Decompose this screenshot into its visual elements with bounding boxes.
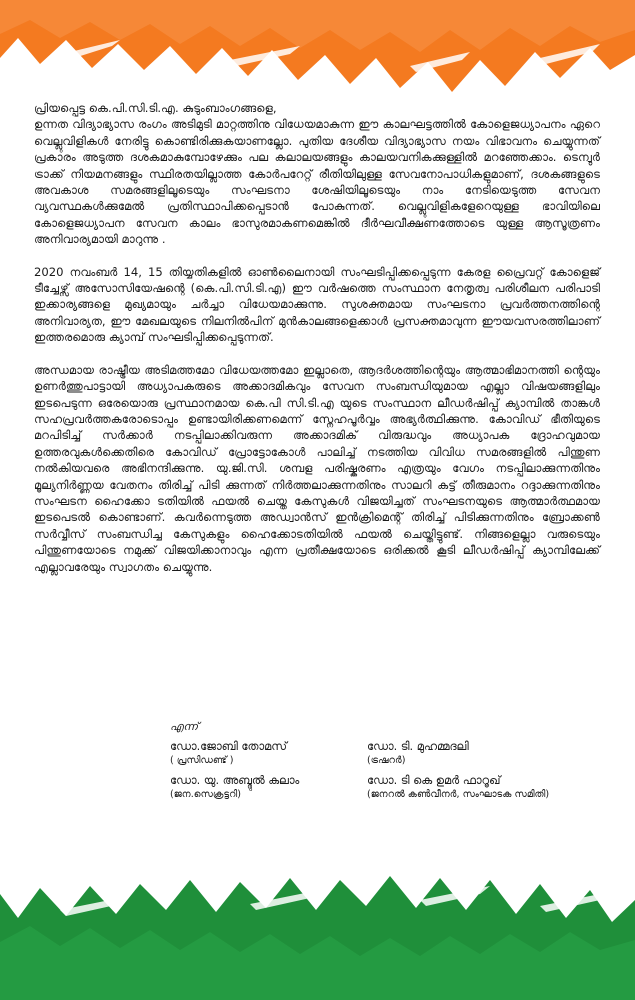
signatory [367,772,564,806]
green-brush-banner [0,870,635,1000]
signature-block [170,720,590,806]
signatory-name: ഡോ. യു. അബ്ദുൽ കലാം [170,773,300,787]
letter-body [34,100,600,591]
signatory-role: (ജനറൽ കൺവീനർ, സംഘാടക സമിതി) [367,789,550,800]
signature-row-2 [170,772,590,806]
signatory-role: (ട്രഷറർ) [367,755,406,766]
paragraph-2: 2020 നവംബർ 14, 15 തിയ്യതികളിൽ ഓൺലൈനായി സംഘടിപ്പിക്കപ്പെടുന്ന കേരള പ്രൈവറ്റ് കോളെജ് ടീച്ചേഴ്സ് അസോസിയേഷന്റെ (കെ.പി.സി.ടി.എ) ഈ വർഷത്തെ സംസ്ഥാന നേതൃത്വ പരിശീലന പരിപാടി ഇക്കാര്യങ്ങളെ മുഖ്യമായും ചർച്ചാ വിധേയമാക്കുന്നു. സുശക്തമായ സംഘടനാ പ്രവർത്തനത്തിന്റെ അനിവാര്യത, ഈ മേഖലയുടെ നിലനിൽപിന് മുൻകാലങ്ങളെക്കാൾ പ്രസക്തമാവുന്ന ഈയവസരത്തിലാണ് ഇത്തരമൊരു ക്യാമ്പ് സംഘടിപ്പിക്കപ്പെടുന്നത്. [34,264,600,345]
signatory-name: ഡോ. ടി. മുഹമ്മദലി [367,739,469,753]
signatory [170,772,367,806]
signatory-name: ഡോ.ജോബി തോമസ് [170,739,287,753]
signatory-role: ( പ്രസിഡണ്ട് ) [170,755,234,766]
signatory-role: (ജന.സെക്രട്ടറി) [170,789,241,800]
paragraph-1: ഉന്നത വിദ്യാഭ്യാസ രംഗം അടിമുടി മാറ്റത്തിനു വിധേയമാകുന്ന ഈ കാലഘട്ടത്തിൽ കോളെജധ്യാപനം ഏറെ വെല്ലുവിളികൾ നേരിട്ടു കൊണ്ടിരിക്കുകയാണല്ലോ. പുതിയ ദേശീയ വിദ്യാഭ്യാസ നയം വിഭാവനം ചെയ്യുന്നത് പ്രകാരം അടുത്ത ദശകമാകുമ്പോഴേക്കും പല കലാലയങ്ങളും കാലയവനികക്കുള്ളിൽ മറഞ്ഞേക്കാം. ടെന്വുർ ട്രാക്ക് നിയമനങ്ങളും സ്ഥിരതയില്ലാത്ത കോർപറേറ്റ് രീതിയിലുള്ള സേവനോപാധികളുമാണ്, ദശകങ്ങളുടെ അവകാശ സമരങ്ങളിലൂടെയും സംഘടനാ ശേഷിയിലൂടെയും നാം നേടിയെടുത്ത സേവന വ്യവസ്ഥകൾക്കുമേൽ പ്രതിസ്ഥാപിക്കപ്പെടാൻ പോകുന്നത്. വെല്ലുവിളികളേറെയുള്ള ഭാവിയിലെ കോളെജധ്യാപന സേവന കാലം ഭാസുരമാകണമെങ്കിൽ ദീർഘവീക്ഷണത്തോടെ യുള്ള ആസൂത്രണം അനിവാര്യമായി മാറുന്നു . [34,117,600,247]
closing-text: എന്ന് [170,720,199,733]
greeting: പ്രിയപ്പെട്ട കെ.പി.സി.ടി.എ. കുടുംബാംഗങ്ങളെ, [34,101,277,115]
paragraph-3: അന്ധമായ രാഷ്ട്രീയ അടിമത്തമോ വിധേയത്തമോ ഇല്ലാതെ, ആദർശത്തിന്റെയും ആത്മാഭിമാനത്തി ന്റെയും ഉണർത്തുപാട്ടായി അധ്യാപകരുടെ അക്കാദമികവും സേവന സംബന്ധിയുമായ എല്ലാ വിഷയങ്ങളിലും ഇടപെടുന്ന ഒരേയൊരു പ്രസ്ഥാനമായ കെ.പി സി.ടി.എ യുടെ സംസ്ഥാന ലീഡർഷിപ്പ് ക്യാമ്പിൽ താങ്കൾ സഹപ്രവർത്തകരോടൊപ്പം ഉണ്ടായിരിക്കണമെന്ന് സ്നേഹപൂർവ്വം അഭ്യർത്ഥിക്കുന്നു. കോവിഡ് ഭീതിയുടെ മറപിടിച്ച് സർക്കാർ നടപ്പിലാക്കിവരുന്ന അക്കാദമിക് വിരുദ്ധവും അധ്യാപക ദ്രോഹവുമായ ഉത്തരവുകൾക്കെതിരെ കോവിഡ് പ്രോട്ടോകോൾ പാലിച്ച് നടത്തിയ വിവിധ സമരങ്ങളിൽ പിന്തുണ നൽകിയവരെ അഭിനന്ദിക്കുന്നു. യു.ജി.സി. ശമ്പള പരിഷ്കരണം എത്രയും വേഗം നടപ്പിലാക്കുന്നതിനും മൂല്യനിർണ്ണയ വേതനം തിരിച്ച് പിടി ക്കുന്നത് നിർത്തലാക്കുന്നതിനും സാലറി കട്ട് തീരുമാനം റദ്ദാക്കുന്നതിനും സംഘടന ഹൈക്കോ ടതിയിൽ ഫയൽ ചെയ്ത കേസുകൾ വിജയിച്ചത് സംഘടനയുടെ ആത്മാർത്ഥമായ ഇടപെടൽ കൊണ്ടാണ്. കവർന്നെടുത്ത അഡ്വാൻസ് ഇൻക്രിമെന്റ് തിരിച്ച് പിടിക്കുന്നതിനും ബ്രോക്കൺ സർവ്വീസ് സംബന്ധിച്ച കേസുകളും ഹൈക്കോടതിയിൽ ഫയൽ ചെയ്തിട്ടുണ്ട്. നിങ്ങളെല്ലാ വരുടെയും പിന്തുണയോടെ നമുക്ക് വിജയിക്കാനാവും എന്ന പ്രതീക്ഷയോടെ ഒരിക്കൽ കൂടി ലീഡർഷിപ്പ് ക്യാമ്പിലേക്ക് എല്ലാവരേയും സ്വാഗതം ചെയ്യുന്നു. [34,362,600,574]
signatory [170,738,367,772]
signatory-name: ഡോ. ടി കെ ഉമർ ഫാറൂഖ് [367,773,501,787]
saffron-brush-banner [0,0,635,100]
signatory [367,738,564,772]
signature-row-1 [170,738,590,772]
